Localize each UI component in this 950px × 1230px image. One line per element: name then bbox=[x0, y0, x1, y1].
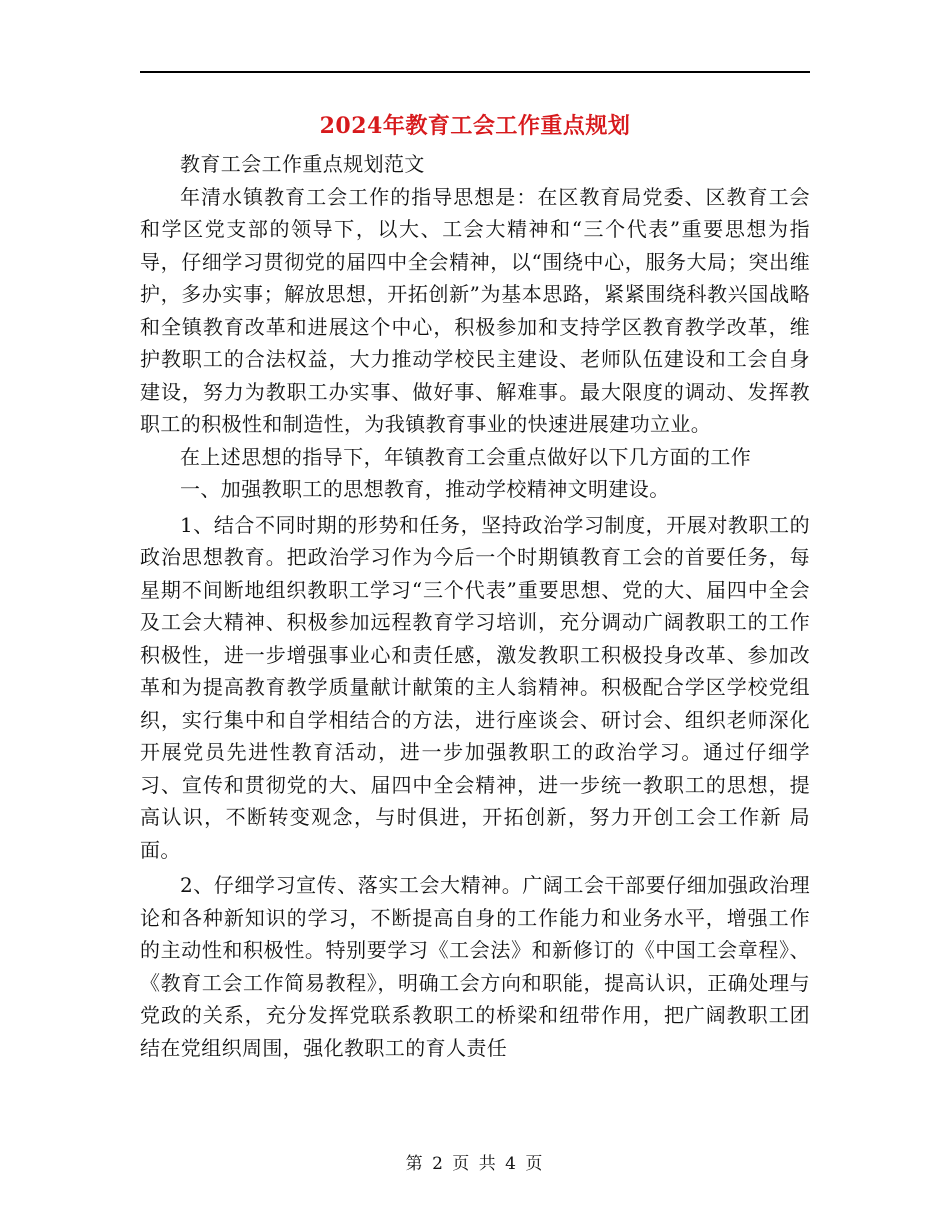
header-rule bbox=[140, 71, 810, 73]
paragraph-subtitle: 教育工会工作重点规划范文 bbox=[180, 152, 425, 176]
page-footer: 第 2 页 共 4 页 bbox=[405, 1154, 545, 1174]
paragraph-intro-work: 在上述思想的指导下，年镇教育工会重点做好以下几方面的工作 bbox=[180, 444, 752, 469]
document-body bbox=[140, 148, 810, 1064]
document-title: 2024年教育工会工作重点规划 bbox=[319, 113, 631, 139]
paragraph-item-2: 2、仔细学习宣传、落实工会大精神。广阔工会干部要仔细加强政治理论和各种新知识的学习，不断提高自身的工作能力和业务水平，增强工作的主动性和积极性。特别要学习《工会法》和新修订的《中国工会章程》、《教育工会工作简易教程》，明确工会方向和职能，提高认识，正确处理与党政的关系，充分发挥党联系教职工的桥梁和纽带作用，把广阔教职工团结在党组织周围，强化教职工的育人责任 bbox=[140, 873, 810, 1060]
section-heading-1: 一、加强教职工的思想教育，推动学校精神文明建设。 bbox=[180, 477, 670, 501]
paragraph-item-1: 1、结合不同时期的形势和任务，坚持政治学习制度，开展对教职工的政治思想教育。把政治学习作为今后一个时期镇教育工会的首要任务，每星期不间断地组织教职工学习“三个代表”重要思想、党的大、届四中全会及工会大精神、积极参加远程教育学习培训，充分调动广阔教职工的工作积极性，进一步增强事业心和责任感，激发教职工积极投身改革、参加改革和为提高教育教学质量献计献策的主人翁精神。积极配合学区学校党组织，实行集中和自学相结合的方法，进行座谈会、研讨会、组织老师深化开展党员先进性教育活动，进一步加强教职工的政治学习。通过仔细学习、宣传和贯彻党的大、届四中全会精神，进一步统一教职工的思想，提高认识，不断转变观念，与时俱进，开拓创新，努力开创工会工作新 局面。 bbox=[140, 512, 810, 862]
paragraph-guiding-thought: 年清水镇教育工会工作的指导思想是：在区教育局党委、区教育工会和学区党支部的领导下，以大、工会大精神和“三个代表”重要思想为指导，仔细学习贯彻党的届四中全会精神，以“围绕中心，服务大局；突出维护，多办实事；解放思想，开拓创新”为基本思路，紧紧围绕科教兴国战略和全镇教育改革和进展这个中心，积极参加和支持学区教育教学改革，维护教职工的合法权益，大力推动学校民主建设、老师队伍建设和工会自身建设，努力为教职工办实事、做好事、解难事。最大限度的调动、发挥教职工的积极性和制造性，为我镇教育事业的快速进展建功立业。 bbox=[140, 184, 810, 436]
